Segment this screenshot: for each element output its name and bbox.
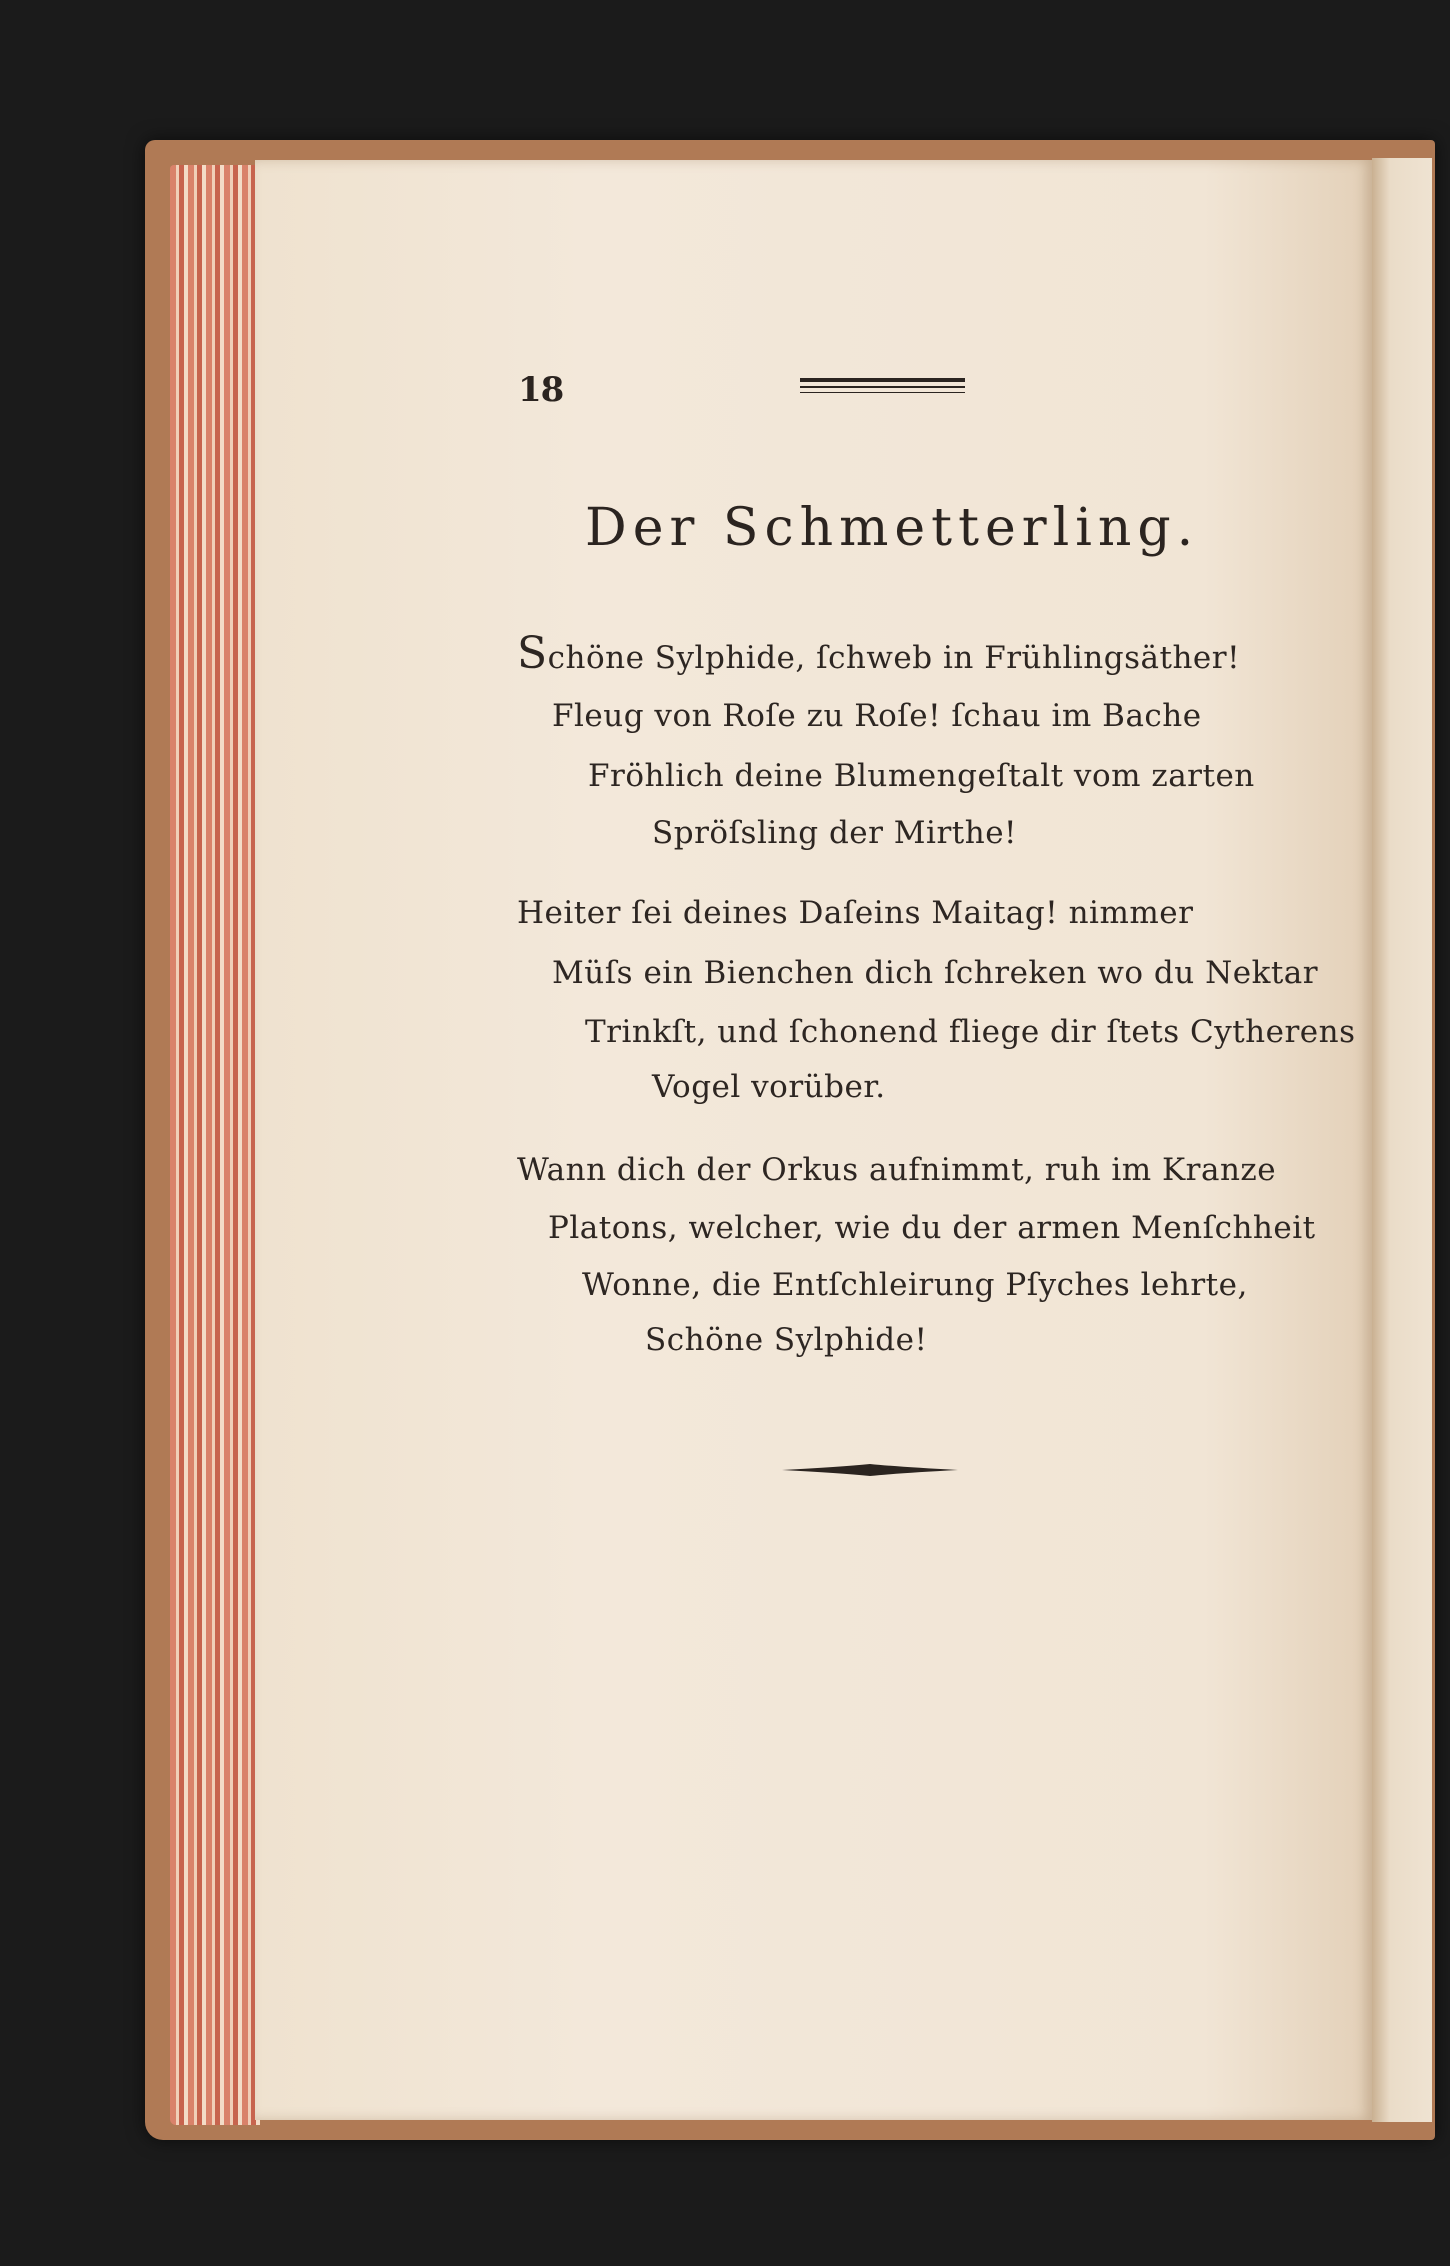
poem-line: Platons, welcher, wie du der armen Menſchheit — [548, 1210, 1316, 1246]
poem-line: Spröſsling der Mirthe! — [652, 815, 1018, 851]
header-rule — [800, 378, 965, 397]
poem-title: Der Schmetterling. — [585, 498, 1200, 558]
book-page — [255, 160, 1372, 2120]
end-ornament — [780, 1460, 960, 1480]
poem-line: Vogel vorüber. — [652, 1069, 886, 1105]
page-edges — [170, 165, 260, 2125]
poem-line: Fleug von Roſe zu Roſe! ſchau im Bache — [552, 698, 1202, 734]
drop-initial: S — [517, 628, 548, 679]
poem-line: Heiter ſei deines Daſeins Maitag! nimmer — [517, 895, 1194, 931]
poem-line: Müſs ein Bienchen dich ſchreken wo du Nektar — [552, 955, 1319, 991]
facing-page-edge — [1372, 158, 1432, 2122]
poem-line: Schöne Sylphide, ſchweb in Frühlingsäther! — [517, 628, 1241, 679]
poem-line: Schöne Sylphide! — [645, 1322, 928, 1358]
page-number: 18 — [518, 370, 564, 410]
poem-line: Trinkſt, und ſchonend fliege dir ſtets Cytherens — [585, 1014, 1356, 1050]
poem-line: Wann dich der Orkus aufnimmt, ruh im Kranze — [517, 1152, 1277, 1188]
poem-line: Wonne, die Entſchleirung Pſyches lehrte, — [582, 1267, 1248, 1303]
poem-line: Fröhlich deine Blumengeſtalt vom zarten — [588, 758, 1255, 794]
